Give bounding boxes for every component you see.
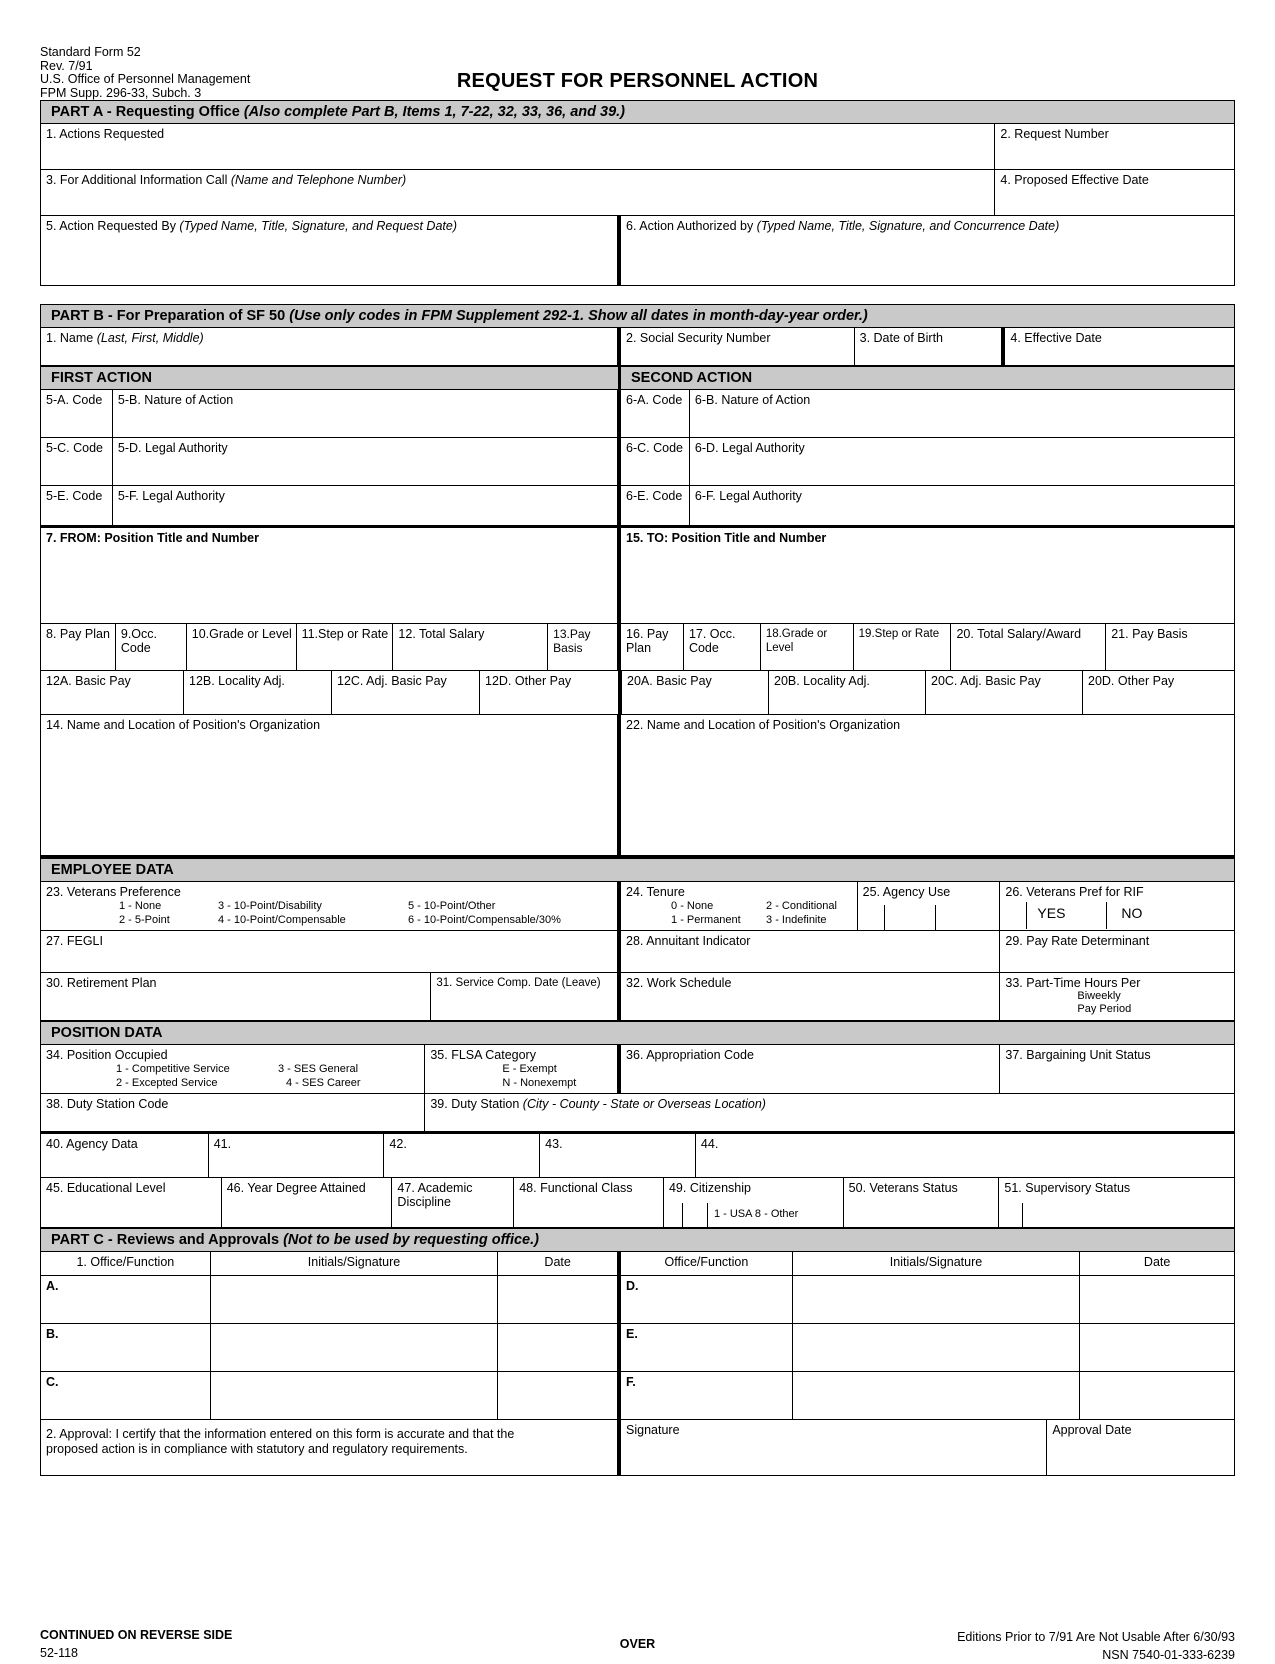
field-20b-locality-adj[interactable]: 20B. Locality Adj. xyxy=(769,671,926,714)
veterans-pref-options: 1 - None 2 - 5-Point 3 - 10-Point/Disability 4 - 10-Point/Compensable 5 - 10-Point/Other 6 - 10-Point/Compensable/30% xyxy=(119,900,561,926)
agency-use-box[interactable] xyxy=(884,905,936,931)
field-12d-other-pay[interactable]: 12D. Other Pay xyxy=(480,671,619,714)
form-name: Standard Form 52 xyxy=(40,45,141,59)
part-c-approval-row xyxy=(40,1420,1235,1476)
rif-yes-box[interactable] xyxy=(1000,902,1027,929)
part-c-row-b xyxy=(40,1324,1235,1372)
field-to-grade-or-level[interactable]: 18.Grade or Level xyxy=(761,624,854,670)
part-a-sublabel: (Also complete Part B, Items 1, 7-22, 32, 33, 36, and 39.) xyxy=(243,104,625,120)
field-annuitant-indicator[interactable]: 28. Annuitant Indicator xyxy=(618,931,1000,972)
action-row-3 xyxy=(40,486,1235,528)
field-from-organization[interactable]: 14. Name and Location of Position's Organization xyxy=(41,715,618,855)
supervisory-status-box[interactable] xyxy=(998,1203,1023,1228)
field-review-a-initials[interactable] xyxy=(211,1276,499,1323)
field-20c-adj-basic-pay[interactable]: 20C. Adj. Basic Pay xyxy=(926,671,1083,714)
organization-row xyxy=(40,715,1235,858)
field-retirement-plan[interactable]: 30. Retirement Plan xyxy=(41,973,431,1020)
rif-no-label: NO xyxy=(1121,905,1143,921)
employee-row-1 xyxy=(40,882,1235,931)
field-review-e-date[interactable] xyxy=(1080,1324,1234,1371)
field-review-d-initials[interactable] xyxy=(793,1276,1081,1323)
field-supervisory-status[interactable]: 51. Supervisory Status xyxy=(999,1178,1234,1227)
field-12a-basic-pay[interactable]: 12A. Basic Pay xyxy=(41,671,184,714)
field-approval-date[interactable]: Approval Date xyxy=(1052,1423,1132,1437)
col-office-function-left: 1. Office/Function xyxy=(41,1252,211,1275)
field-action-authorized-by[interactable]: 6. Action Authorized by (Typed Name, Title, Signature, and Concurrence Date) xyxy=(618,216,1234,285)
field-review-d[interactable]: D. xyxy=(618,1276,793,1323)
field-43[interactable]: 43. xyxy=(540,1134,696,1177)
field-6a-code[interactable]: 6-A. Code xyxy=(618,390,690,437)
field-effective-date[interactable]: 4. Effective Date xyxy=(1002,328,1234,365)
part-c-header-row xyxy=(40,1252,1235,1276)
field-service-comp-date[interactable]: 31. Service Comp. Date (Leave) xyxy=(431,973,618,1020)
field-review-d-date[interactable] xyxy=(1080,1276,1234,1323)
field-veterans-preference[interactable]: 23. Veterans Preference 1 - None 2 - 5-Point 3 - 10-Point/Disability 4 - 10-Point/Compensable 5 - 10-Point/Other 6 - 10-Point/Compensable/30% xyxy=(41,882,618,930)
col-office-function-right: Office/Function xyxy=(618,1252,793,1275)
field-from-position-title[interactable]: 7. FROM: Position Title and Number xyxy=(41,528,618,623)
field-position-occupied[interactable]: 34. Position Occupied 1 - Competitive Service 2 - Excepted Service 3 - SES General 4 - SES Career xyxy=(41,1045,425,1093)
action-bands xyxy=(40,366,1235,390)
position-title-row xyxy=(40,528,1235,624)
part-a-row-1 xyxy=(40,124,1235,170)
field-agency-data[interactable]: 40. Agency Data xyxy=(41,1134,209,1177)
field-5d-legal-authority[interactable]: 5-D. Legal Authority xyxy=(113,438,618,485)
field-pay-plan[interactable]: 8. Pay Plan xyxy=(41,624,116,670)
col-date-right: Date xyxy=(1143,1255,1171,1269)
education-row xyxy=(40,1178,1235,1228)
first-action-band: FIRST ACTION xyxy=(40,366,618,390)
col-initials-signature-right: Initials/Signature xyxy=(793,1252,1081,1275)
field-41[interactable]: 41. xyxy=(209,1134,385,1177)
field-review-e[interactable]: E. xyxy=(618,1324,793,1371)
part-c-band: PART C - Reviews and Approvals (Not to be used by requesting office.) xyxy=(40,1228,1235,1252)
field-educational-level[interactable]: 45. Educational Level xyxy=(41,1178,222,1227)
field-to-organization[interactable]: 22. Name and Location of Position's Organization xyxy=(618,715,1234,855)
part-c-row-c xyxy=(40,1372,1235,1420)
field-citizenship[interactable]: 49. Citizenship 1 - USA 8 - Other xyxy=(664,1178,844,1227)
field-pay-rate-determinant[interactable]: 29. Pay Rate Determinant xyxy=(1005,934,1150,948)
second-action-band: SECOND ACTION xyxy=(618,366,1235,390)
field-functional-class[interactable]: 48. Functional Class xyxy=(514,1178,664,1227)
field-duty-station-code[interactable]: 38. Duty Station Code xyxy=(41,1094,425,1131)
field-action-requested-by[interactable]: 5. Action Requested By (Typed Name, Title, Signature, and Request Date) xyxy=(41,216,618,285)
field-12b-locality-adj[interactable]: 12B. Locality Adj. xyxy=(184,671,332,714)
field-work-schedule[interactable]: 32. Work Schedule xyxy=(618,973,1000,1020)
field-actions-requested[interactable]: 1. Actions Requested xyxy=(41,124,995,169)
field-review-f-initials[interactable] xyxy=(793,1372,1081,1419)
field-20a-basic-pay[interactable]: 20A. Basic Pay xyxy=(619,671,769,714)
action-row-2 xyxy=(40,438,1235,486)
rif-yes-label: YES xyxy=(1037,905,1066,921)
col-initials-signature-left: Initials/Signature xyxy=(211,1252,499,1275)
field-date-of-birth[interactable]: 3. Date of Birth xyxy=(855,328,1003,365)
field-name[interactable]: 1. Name (Last, First, Middle) xyxy=(41,328,618,365)
field-42[interactable]: 42. xyxy=(384,1134,540,1177)
field-review-c[interactable]: C. xyxy=(41,1372,211,1419)
field-review-f-date[interactable] xyxy=(1080,1372,1234,1419)
field-review-b[interactable]: B. xyxy=(41,1324,211,1371)
field-6c-code[interactable]: 6-C. Code xyxy=(618,438,690,485)
approval-certification-text: 2. Approval: I certify that the information entered on this form is accurate and that the proposed action is in compliance with statutory and regulatory requirements. xyxy=(41,1420,618,1475)
field-veterans-pref-rif[interactable]: 26. Veterans Pref for RIF YES NO xyxy=(1000,882,1234,930)
field-review-b-date[interactable] xyxy=(498,1324,618,1371)
page-title: REQUEST FOR PERSONNEL ACTION xyxy=(456,70,819,92)
field-flsa-category[interactable]: 35. FLSA Category E - Exempt N - Nonexempt xyxy=(425,1045,618,1093)
field-review-e-initials[interactable] xyxy=(793,1324,1081,1371)
field-12c-adj-basic-pay[interactable]: 12C. Adj. Basic Pay xyxy=(332,671,480,714)
field-review-c-initials[interactable] xyxy=(211,1372,499,1419)
field-appropriation-code[interactable]: 36. Appropriation Code xyxy=(618,1045,1000,1093)
agency-data-row xyxy=(40,1134,1235,1178)
field-approval-signature[interactable]: Signature xyxy=(618,1420,1047,1475)
citizenship-box[interactable] xyxy=(682,1203,708,1228)
field-5f-legal-authority[interactable]: 5-F. Legal Authority xyxy=(113,486,618,525)
form-revision: Rev. 7/91 xyxy=(40,58,93,73)
employee-row-2 xyxy=(40,931,1235,973)
field-review-b-initials[interactable] xyxy=(211,1324,499,1371)
field-20d-other-pay[interactable]: 20D. Other Pay xyxy=(1088,674,1175,688)
tenure-options: 0 - None 1 - Permanent 2 - Conditional 3 - Indefinite xyxy=(671,900,837,926)
field-pay-basis[interactable]: 13.Pay Basis xyxy=(548,624,618,670)
position-data-band: POSITION DATA xyxy=(40,1021,1235,1045)
field-5c-code[interactable]: 5-C. Code xyxy=(41,438,113,485)
pay-row-2 xyxy=(40,671,1235,715)
field-step-or-rate[interactable]: 11.Step or Rate xyxy=(297,624,394,670)
part-a-label: PART A - Requesting Office xyxy=(51,104,244,120)
field-review-a-date[interactable] xyxy=(498,1276,618,1323)
field-request-number[interactable]: 2. Request Number xyxy=(1000,127,1109,141)
field-ssn[interactable]: 2. Social Security Number xyxy=(618,328,855,365)
field-to-occ-code[interactable]: 17. Occ. Code xyxy=(684,624,761,670)
field-veterans-status[interactable]: 50. Veterans Status xyxy=(844,1178,1000,1227)
form-header xyxy=(40,38,1235,100)
field-6b-nature[interactable]: 6-B. Nature of Action xyxy=(694,393,811,407)
employee-data-band: EMPLOYEE DATA xyxy=(40,858,1235,882)
part-a-band xyxy=(40,100,1235,124)
field-academic-discipline[interactable]: 47. Academic Discipline xyxy=(392,1178,514,1227)
part-a-row-3 xyxy=(40,216,1235,286)
form-agency: U.S. Office of Personnel Management xyxy=(40,72,251,86)
field-to-pay-basis[interactable]: 21. Pay Basis xyxy=(1111,627,1188,641)
col-date-left: Date xyxy=(498,1252,618,1275)
field-duty-station[interactable]: 39. Duty Station (City - County - State or Overseas Location) xyxy=(430,1097,766,1111)
field-proposed-effective-date[interactable]: 4. Proposed Effective Date xyxy=(1000,173,1149,187)
part-b-row-name xyxy=(40,328,1235,366)
position-row-2 xyxy=(40,1094,1235,1134)
part-b-band xyxy=(40,304,1235,328)
rif-no-box[interactable] xyxy=(1080,902,1107,929)
field-5a-code[interactable]: 5-A. Code xyxy=(41,390,113,437)
action-row-1 xyxy=(40,390,1235,438)
part-b-label: PART B - For Preparation of SF 50 xyxy=(51,308,290,324)
part-b-sublabel: (Use only codes in FPM Supplement 292-1. Show all dates in month-day-year order.) xyxy=(289,308,868,324)
field-part-time-hours[interactable]: 33. Part-Time Hours Per Biweekly Pay Period xyxy=(1005,976,1141,1015)
field-fegli[interactable]: 27. FEGLI xyxy=(41,931,618,972)
field-5e-code[interactable]: 5-E. Code xyxy=(41,486,113,525)
field-total-salary[interactable]: 12. Total Salary xyxy=(393,624,548,670)
field-review-a[interactable]: A. xyxy=(41,1276,211,1323)
field-5b-nature[interactable]: 5-B. Nature of Action xyxy=(113,390,618,437)
field-additional-info-call[interactable]: 3. For Additional Information Call (Name and Telephone Number) xyxy=(41,170,995,215)
field-bargaining-unit-status[interactable]: 37. Bargaining Unit Status xyxy=(1005,1048,1151,1062)
field-tenure[interactable]: 24. Tenure 0 - None 1 - Permanent 2 - Conditional 3 - Indefinite xyxy=(618,882,858,930)
field-agency-use[interactable]: 25. Agency Use xyxy=(858,882,1001,930)
field-review-f[interactable]: F. xyxy=(618,1372,793,1419)
field-review-c-date[interactable] xyxy=(498,1372,618,1419)
field-to-position-title[interactable]: 15. TO: Position Title and Number xyxy=(618,528,1234,623)
field-to-step-or-rate[interactable]: 19.Step or Rate xyxy=(854,624,952,670)
employee-row-3 xyxy=(40,973,1235,1021)
position-row-1 xyxy=(40,1045,1235,1094)
part-a-row-2 xyxy=(40,170,1235,216)
part-c-row-a xyxy=(40,1276,1235,1324)
editions-note: Editions Prior to 7/91 Are Not Usable After 6/30/93 NSN 7540-01-333-6239 xyxy=(957,1630,1235,1662)
field-6d-legal-authority[interactable]: 6-D. Legal Authority xyxy=(694,441,805,455)
continued-label: CONTINUED ON REVERSE SIDE xyxy=(40,1628,233,1642)
field-6f-legal-authority[interactable]: 6-F. Legal Authority xyxy=(694,489,802,503)
field-occ-code[interactable]: 9.Occ. Code xyxy=(116,624,187,670)
pay-row-1 xyxy=(40,624,1235,671)
over-label: OVER xyxy=(619,1637,656,1651)
field-grade-or-level[interactable]: 10.Grade or Level xyxy=(187,624,297,670)
field-to-total-salary-award[interactable]: 20. Total Salary/Award xyxy=(951,624,1106,670)
field-6e-code[interactable]: 6-E. Code xyxy=(618,486,690,525)
field-to-pay-plan[interactable]: 16. Pay Plan xyxy=(618,624,684,670)
field-year-degree-attained[interactable]: 46. Year Degree Attained xyxy=(222,1178,393,1227)
form-number: 52-118 xyxy=(40,1646,78,1660)
form-fpm: FPM Supp. 296-33, Subch. 3 xyxy=(40,85,202,100)
field-44[interactable]: 44. xyxy=(700,1137,719,1151)
